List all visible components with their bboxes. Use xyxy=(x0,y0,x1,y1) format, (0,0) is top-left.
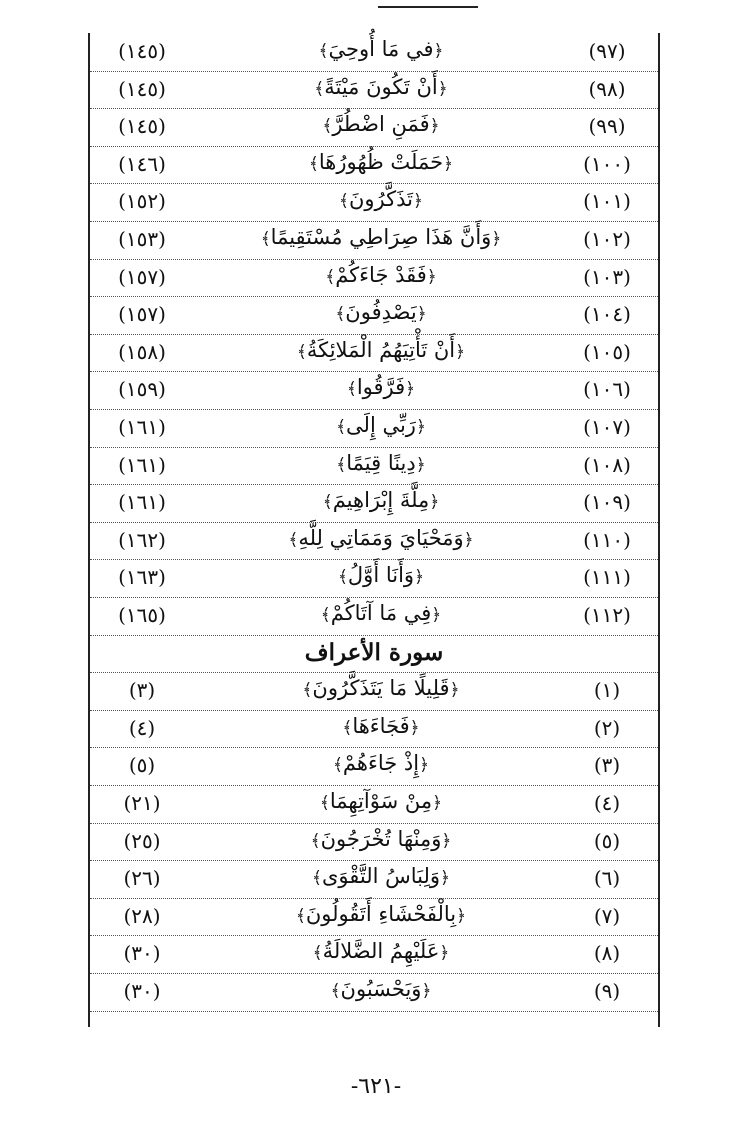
page-reference: (٣٠) xyxy=(123,941,161,966)
entry-number: (٩) xyxy=(593,979,621,1003)
entry-number: (١١٠) xyxy=(583,527,631,552)
word-text: وَمِنْهَا تُخْرَجُونَ xyxy=(320,826,442,851)
page-reference: (١٤٥) xyxy=(118,39,166,63)
ornament-open-bracket: ﴿ xyxy=(456,905,467,926)
page-number: -٦٢١- xyxy=(350,1074,402,1099)
index-table xyxy=(88,33,660,1027)
word-text: وَأَنَا أَوَّلُ xyxy=(347,563,415,588)
word-text: أَنْ تَأْتِيَهُمُ الْمَلائِكَةُ xyxy=(306,337,456,362)
table-row xyxy=(90,183,658,222)
ornament-close-bracket: ﴾ xyxy=(322,492,333,513)
word-text: مِلَّةَ إِبْرَاهِيمَ xyxy=(332,488,430,513)
page-reference: (١٤٦) xyxy=(118,151,166,176)
entry-number: (١٠٥) xyxy=(583,339,631,364)
word-text: مِنْ سَوْآتِهِمَا xyxy=(329,789,433,813)
quran-word xyxy=(200,338,562,362)
ornament-close-bracket: ﴾ xyxy=(330,981,341,1001)
word-text: تَذَكَّرُونَ xyxy=(348,187,413,212)
quran-word xyxy=(200,939,562,963)
quran-word xyxy=(200,300,562,324)
ornament-close-bracket: ﴾ xyxy=(335,304,346,325)
ornament-open-bracket: ﴿ xyxy=(429,116,440,137)
ornament-open-bracket: ﴿ xyxy=(491,229,502,249)
page-reference: (١٤٥) xyxy=(118,114,166,139)
entry-number: (١٠٢) xyxy=(583,227,631,251)
page-reference: (١٥٣) xyxy=(118,227,166,251)
table-row xyxy=(90,898,658,937)
ornament-open-bracket: ﴿ xyxy=(414,567,425,588)
ornament-close-bracket: ﴾ xyxy=(314,78,325,99)
ornament-open-bracket: ﴿ xyxy=(443,153,454,174)
table-row xyxy=(90,973,658,1012)
ornament-close-bracket: ﴾ xyxy=(310,830,321,851)
ornament-open-bracket: ﴿ xyxy=(415,417,426,437)
ornament-open-bracket: ﴿ xyxy=(441,830,452,851)
table-row xyxy=(90,447,658,486)
word-text: وَأَنَّ هَذَا صِرَاطِي مُسْتَقِيمًا xyxy=(270,225,492,249)
quran-word xyxy=(200,676,562,700)
table-row xyxy=(90,371,658,410)
table-row xyxy=(90,747,658,786)
ornament-open-bracket: ﴿ xyxy=(416,304,427,325)
table-row xyxy=(90,785,658,824)
entry-number: (٩٧) xyxy=(588,39,626,63)
ornament-open-bracket: ﴿ xyxy=(405,379,416,400)
ornament-close-bracket: ﴾ xyxy=(308,153,319,174)
entry-number: (٦) xyxy=(593,866,621,891)
entry-number: (١٠٠) xyxy=(583,151,631,176)
surah-title: سورة الأعراف xyxy=(304,638,444,666)
entry-number: (١١١) xyxy=(583,565,631,590)
quran-word xyxy=(200,75,562,99)
table-row xyxy=(90,522,658,561)
word-text: فَرَّقُوا xyxy=(356,375,406,400)
page-reference: (٥) xyxy=(128,753,156,778)
entry-number: (١٠٤) xyxy=(583,302,631,327)
ornament-open-bracket: ﴿ xyxy=(413,191,423,212)
ornament-open-bracket: ﴿ xyxy=(421,981,432,1001)
page-reference: (١٦١) xyxy=(118,490,166,515)
ornament-close-bracket: ﴾ xyxy=(319,793,330,813)
ornament-open-bracket: ﴿ xyxy=(437,78,448,99)
quran-word xyxy=(200,864,562,888)
ornament-close-bracket: ﴾ xyxy=(318,41,329,61)
quran-word xyxy=(200,714,562,738)
entry-number: (٥) xyxy=(593,828,621,853)
ornament-close-bracket: ﴾ xyxy=(312,943,323,964)
entry-number: (٨) xyxy=(593,941,621,966)
page-reference: (٣٠) xyxy=(123,979,161,1003)
table-row xyxy=(90,860,658,899)
table-row xyxy=(90,296,658,335)
word-text: فَجَاءَهَا xyxy=(352,713,410,738)
table-row xyxy=(90,484,658,523)
quran-word xyxy=(200,37,562,61)
ornament-open-bracket: ﴿ xyxy=(431,605,442,625)
page-reference: (١٥٢) xyxy=(118,189,166,214)
quran-word xyxy=(200,789,562,813)
word-text: وَلِبَاسُ التَّقْوَى xyxy=(321,864,441,889)
word-text: حَمَلَتْ ظُهُورُهَا xyxy=(318,149,444,174)
quran-word xyxy=(200,977,562,1001)
quran-word xyxy=(200,225,562,249)
ornament-open-bracket: ﴿ xyxy=(440,868,450,889)
ornament-close-bracket: ﴾ xyxy=(302,680,313,701)
ornament-open-bracket: ﴿ xyxy=(439,943,450,964)
word-text: رَبِّي إِلَى xyxy=(346,413,416,437)
top-rule xyxy=(378,6,478,8)
page-reference: (١٦١) xyxy=(118,415,166,439)
table-row xyxy=(90,259,658,298)
ornament-close-bracket: ﴾ xyxy=(337,567,348,588)
entry-number: (١٠٦) xyxy=(583,377,631,402)
word-text: قَلِيلًا مَا يَتَذَكَّرُونَ xyxy=(312,676,450,701)
table-row xyxy=(90,823,658,862)
quran-word xyxy=(200,488,562,512)
page-reference: (١٥٧) xyxy=(118,264,166,289)
quran-word xyxy=(200,563,562,587)
page-reference: (١٥٩) xyxy=(118,377,166,402)
ornament-close-bracket: ﴾ xyxy=(325,266,336,287)
page-reference: (١٤٥) xyxy=(118,76,166,101)
ornament-open-bracket: ﴿ xyxy=(409,717,420,738)
word-text: أَنْ تَكُونَ مَيْتَةً xyxy=(324,74,438,99)
table-row xyxy=(90,334,658,373)
entry-number: (٣) xyxy=(593,753,621,778)
ornament-close-bracket: ﴾ xyxy=(311,868,322,889)
entry-number: (٤) xyxy=(593,791,621,815)
page-reference: (٢٦) xyxy=(123,866,161,891)
ornament-open-bracket: ﴿ xyxy=(449,680,460,701)
ornament-close-bracket: ﴾ xyxy=(332,755,343,776)
page-reference: (٢١) xyxy=(123,791,161,815)
ornament-open-bracket: ﴿ xyxy=(455,341,466,362)
entry-number: (١) xyxy=(593,678,621,703)
entry-number: (١٠٨) xyxy=(583,452,631,477)
table-row xyxy=(90,221,658,260)
page-reference: (١٦١) xyxy=(118,452,166,477)
ornament-close-bracket: ﴾ xyxy=(336,417,347,437)
table-row xyxy=(90,597,658,636)
table-row xyxy=(90,710,658,749)
ornament-open-bracket: ﴿ xyxy=(415,454,426,475)
quran-word xyxy=(200,150,562,174)
quran-word xyxy=(200,601,562,625)
ornament-open-bracket: ﴿ xyxy=(433,41,444,61)
quran-word xyxy=(200,827,562,851)
word-text: عَلَيْهِمُ الضَّلالَةُ xyxy=(322,939,440,964)
word-text: دِينًا قِيَمًا xyxy=(346,450,416,475)
word-text: إِذْ جَاءَهُمْ xyxy=(342,751,420,776)
ornament-close-bracket: ﴾ xyxy=(336,454,347,475)
table-row xyxy=(90,935,658,974)
word-text: وَيَحْسَبُونَ xyxy=(340,977,422,1001)
table-row xyxy=(90,672,658,711)
ornament-close-bracket: ﴾ xyxy=(320,605,331,625)
page-reference: (١٦٥) xyxy=(118,603,166,627)
entry-number: (٩٨) xyxy=(588,76,626,101)
word-text: في مَا أُوحِيَ xyxy=(328,37,434,61)
ornament-open-bracket: ﴿ xyxy=(432,793,443,813)
entry-number: (١٠١) xyxy=(583,189,631,214)
quran-word xyxy=(200,451,562,475)
table-row xyxy=(90,559,658,598)
word-text: وَمَحْيَايَ وَمَمَاتِي لِلَّهِ xyxy=(298,525,464,550)
table-row xyxy=(90,409,658,448)
quran-word xyxy=(200,375,562,399)
ornament-close-bracket: ﴾ xyxy=(260,229,271,249)
word-text: بِالْفَحْشَاءِ أَتَقُولُونَ xyxy=(305,901,457,926)
entry-number: (١٠٧) xyxy=(583,415,631,439)
ornament-close-bracket: ﴾ xyxy=(322,116,333,137)
quran-word xyxy=(200,187,562,211)
quran-word xyxy=(200,526,562,550)
page-reference: (٢٨) xyxy=(123,903,161,928)
entry-number: (٩٩) xyxy=(588,114,626,139)
table-row xyxy=(90,146,658,185)
ornament-close-bracket: ﴾ xyxy=(295,905,306,926)
ornament-open-bracket: ﴿ xyxy=(429,492,440,513)
entry-number: (٧) xyxy=(593,903,621,928)
entry-number: (١١٢) xyxy=(583,603,631,627)
entry-number: (٢) xyxy=(593,715,621,740)
page-reference: (٤) xyxy=(128,715,156,740)
quran-word xyxy=(200,413,562,437)
page-reference: (١٥٧) xyxy=(118,302,166,327)
page-reference: (١٦٣) xyxy=(118,565,166,590)
page-reference: (١٦٢) xyxy=(118,527,166,552)
ornament-close-bracket: ﴾ xyxy=(346,379,357,400)
ornament-close-bracket: ﴾ xyxy=(339,191,349,212)
ornament-open-bracket: ﴿ xyxy=(419,755,430,776)
ornament-open-bracket: ﴿ xyxy=(463,529,474,550)
page-reference: (٢٥) xyxy=(123,828,161,853)
surah-heading xyxy=(90,635,658,674)
table-row xyxy=(90,71,658,110)
quran-word xyxy=(200,751,562,775)
entry-number: (١٠٩) xyxy=(583,490,631,515)
table-row xyxy=(90,33,658,72)
quran-word xyxy=(200,263,562,287)
ornament-open-bracket: ﴿ xyxy=(426,266,437,287)
ornament-close-bracket: ﴾ xyxy=(342,717,353,738)
ornament-close-bracket: ﴾ xyxy=(296,341,307,362)
quran-word xyxy=(200,112,562,136)
quran-word xyxy=(200,902,562,926)
word-text: فَمَنِ اضْطُرَّ xyxy=(332,112,430,137)
table-row xyxy=(90,108,658,147)
word-text: فَقَدْ جَاءَكُمْ xyxy=(335,262,427,287)
entry-number: (١٠٣) xyxy=(583,264,631,289)
ornament-close-bracket: ﴾ xyxy=(288,529,299,550)
word-text: يَصْدِفُونَ xyxy=(345,300,417,325)
word-text: فِي مَا آتَاكُمْ xyxy=(330,601,432,625)
page-reference: (٣) xyxy=(128,678,156,703)
page-reference: (١٥٨) xyxy=(118,339,166,364)
